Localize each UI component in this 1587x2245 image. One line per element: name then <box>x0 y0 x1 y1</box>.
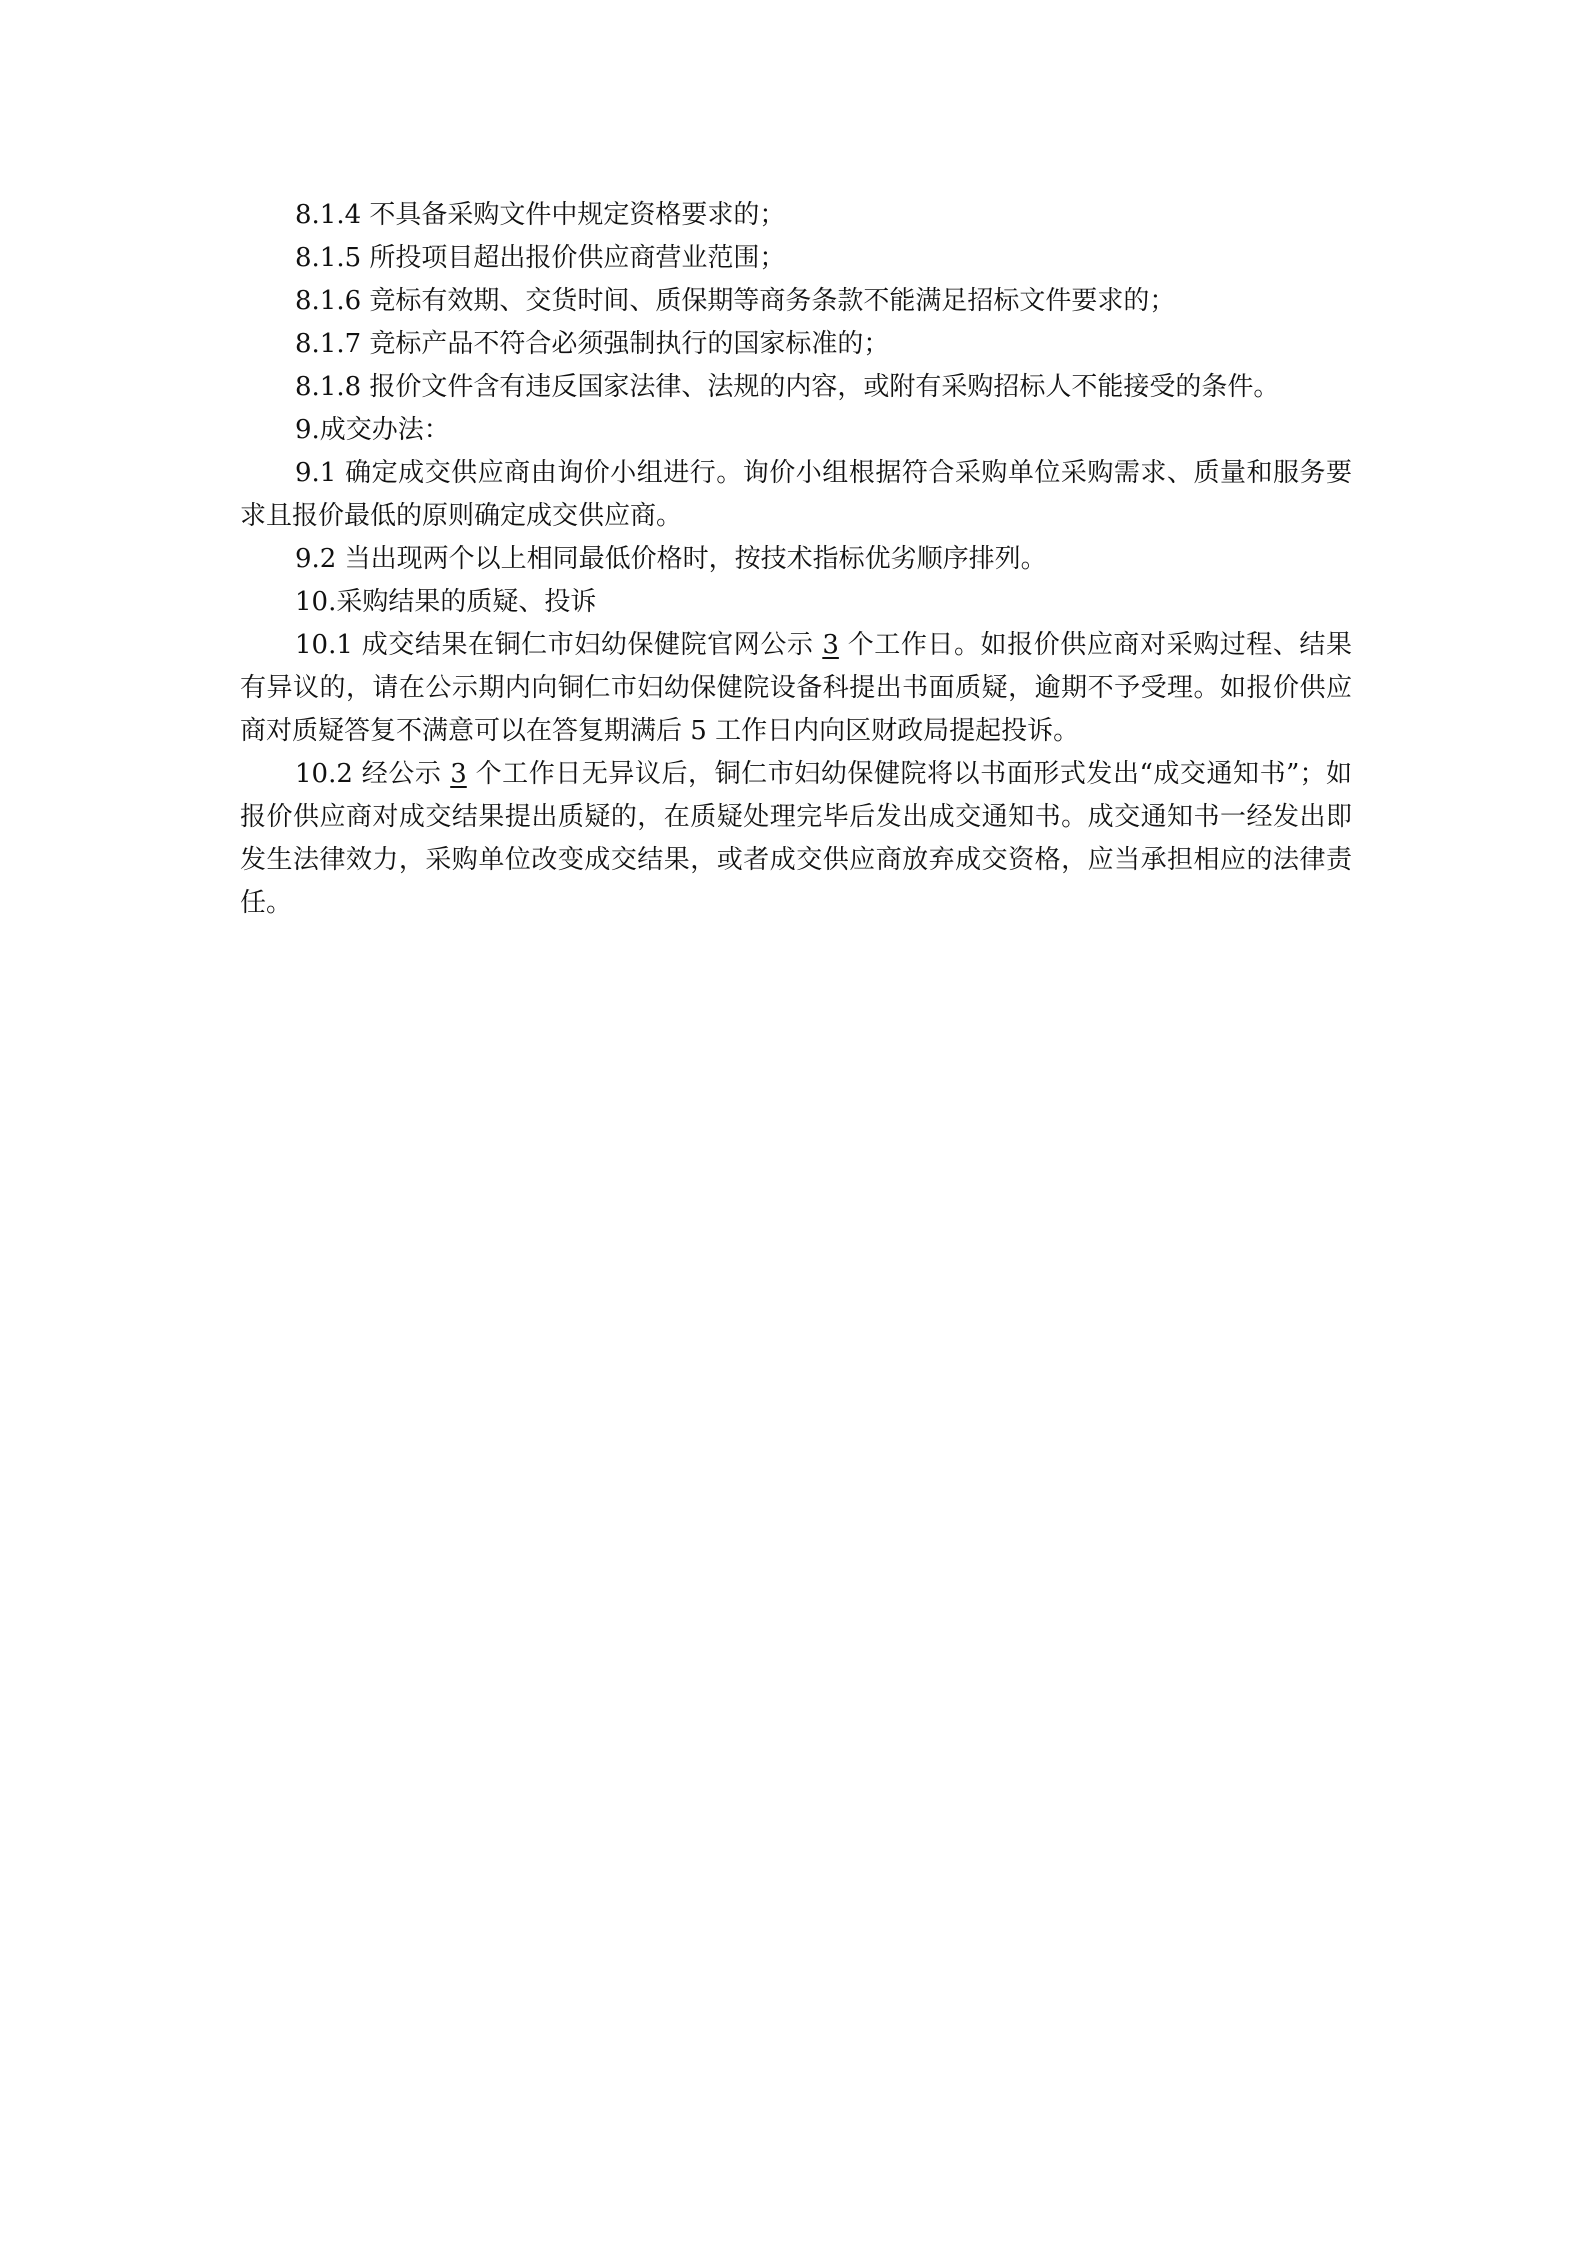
clause-8-1-7: 8.1.7 竞标产品不符合必须强制执行的国家标准的； <box>295 329 890 359</box>
clause-10-2 <box>240 753 1352 925</box>
clause-8-1-4: 8.1.4 不具备采购文件中规定资格要求的； <box>295 200 786 230</box>
clause-10-2-start: 10.2 经公示 <box>295 759 451 789</box>
clause-10-1-start: 10.1 成交结果在铜仁市妇幼保健院官网公示 <box>295 630 823 660</box>
clause-10-1-rest: 个工作日。如报价供应商对采购过程、结果有异议的，请在公示期内向铜仁市妇幼保健院设备科提出书面质疑，逾期不予受理。如报价供应商对质疑答复不满意可以在答复期满后 5 工作日内向区财政局提起投诉。 <box>240 630 1353 746</box>
clause-8-1-6: 8.1.6 竞标有效期、交货时间、质保期等商务条款不能满足招标文件要求的； <box>295 286 1176 316</box>
no-objection-days: 3 <box>450 759 467 789</box>
document-body <box>240 194 1352 925</box>
publicity-days: 3 <box>822 630 839 660</box>
clause-10-1 <box>240 624 1352 753</box>
clause-9-1: 9.1 确定成交供应商由询价小组进行。询价小组根据符合采购单位采购需求、质量和服务要求且报价最低的原则确定成交供应商。 <box>240 458 1352 531</box>
clause-10-2-rest: 个工作日无异议后，铜仁市妇幼保健院将以书面形式发出“成交通知书”；如报价供应商对成交结果提出质疑的，在质疑处理完毕后发出成交通知书。成交通知书一经发出即发生法律效力，采购单位改变成交结果，或者成交供应商放弃成交资格，应当承担相应的法律责任。 <box>240 759 1353 918</box>
section-9-heading: 9.成交办法： <box>295 415 450 445</box>
clause-8-1-8: 8.1.8 报价文件含有违反国家法律、法规的内容，或附有采购招标人不能接受的条件。 <box>295 372 1280 402</box>
clause-8-1-5: 8.1.5 所投项目超出报价供应商营业范围； <box>295 243 786 273</box>
section-10-heading: 10.采购结果的质疑、投诉 <box>295 587 597 617</box>
clause-9-2: 9.2 当出现两个以上相同最低价格时，按技术指标优劣顺序排列。 <box>295 544 1047 574</box>
